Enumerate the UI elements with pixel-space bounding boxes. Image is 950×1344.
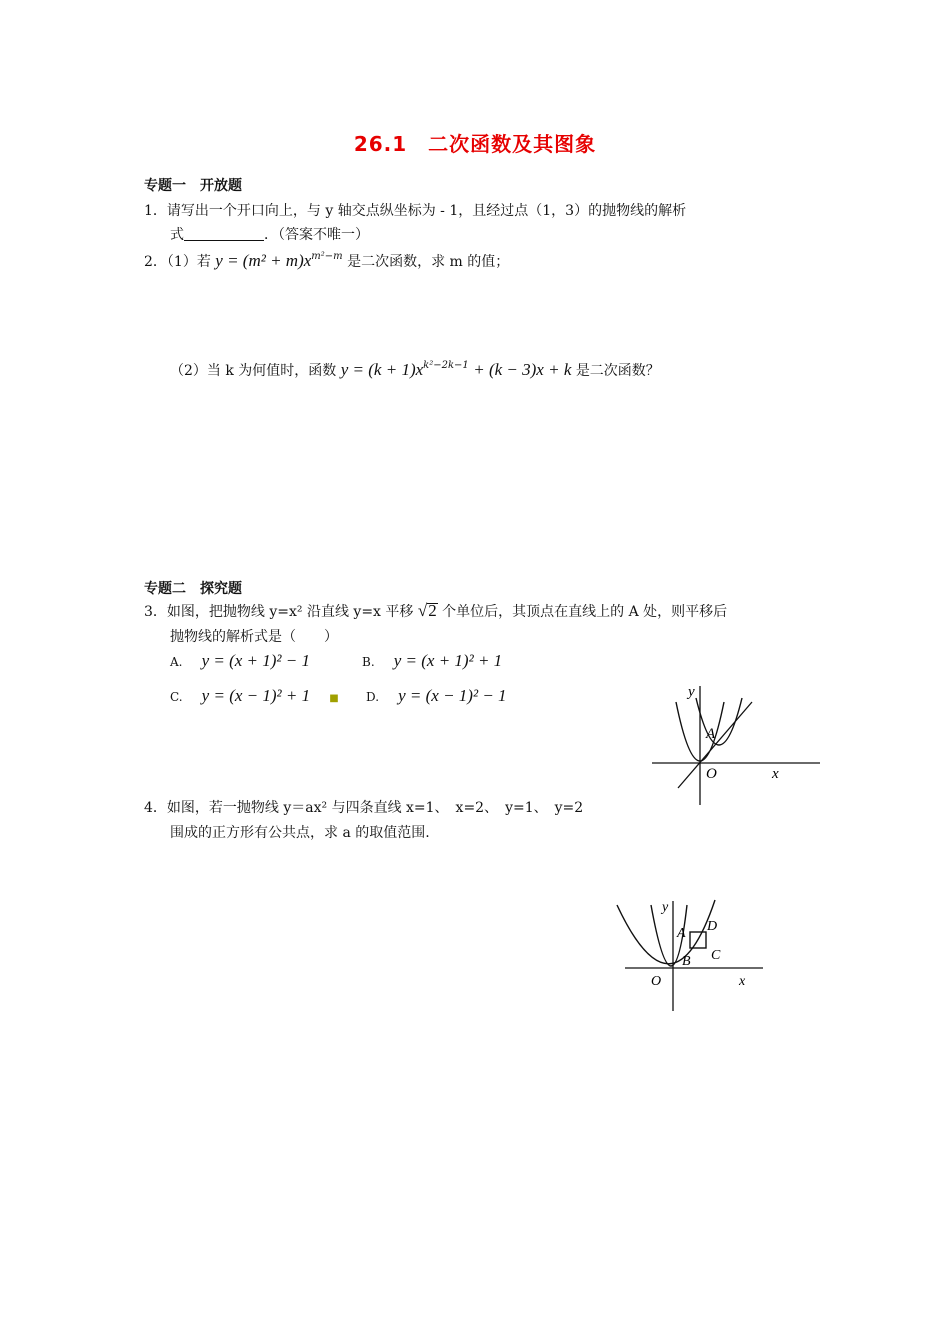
option-c-label: C. [170, 690, 183, 704]
option-a[interactable] [170, 651, 310, 671]
option-b-label: B. [362, 655, 375, 669]
option-a-label: A. [170, 655, 183, 669]
fig2-point-d-label: D [707, 919, 718, 934]
section-open-questions: 专题一 开放题 [144, 178, 242, 194]
question-4-line-2: 围成的正方形有公共点，求 a 的取值范围. [170, 825, 430, 841]
option-c-formula: y = (x − 1)² + 1 [201, 686, 311, 705]
fig2-point-b-label: B [682, 954, 691, 969]
question-1-line-1: 1．请写出一个开口向上，与 y 轴交点纵坐标为 - 1，且经过点（1，3）的抛物线的解析 [144, 203, 687, 219]
option-c[interactable] [170, 686, 339, 706]
fig2-origin-label: O [651, 974, 662, 989]
option-b-formula: y = (x + 1)² + 1 [393, 651, 503, 670]
question-2-part-2-prefix: （2）当 k 为何值时，函数 [170, 363, 337, 379]
answer-blank[interactable] [184, 227, 264, 241]
option-d-label: D. [366, 690, 380, 704]
question-3-line-1 [144, 601, 727, 621]
question-3-prefix: 3．如图，把抛物线 y=x² 沿直线 y=x 平移 [144, 604, 414, 620]
question-2-part-2 [170, 360, 660, 380]
question-2-part-1-exponent: m²−m [311, 251, 343, 262]
question-2-part-1-suffix: 是二次函数，求 m 的值； [347, 254, 510, 270]
fig1-x-label: x [772, 766, 779, 782]
sqrt-argument: 2 [428, 601, 437, 620]
figure-parabola-square [615, 895, 775, 1015]
option-a-formula: y = (x + 1)² − 1 [201, 651, 311, 670]
fig2-x-label: x [739, 974, 746, 989]
option-d[interactable] [366, 686, 507, 706]
fig2-point-c-label: C [711, 948, 721, 963]
question-2-part-1-formula: y = (m² + m)x [215, 251, 312, 270]
question-2-part-2-formula-a: y = (k + 1)x [340, 360, 424, 379]
fig1-origin-label: O [706, 766, 717, 782]
stray-dot: ■ [329, 693, 339, 704]
question-1-suffix: ．（答案不唯一） [264, 227, 369, 243]
fig2-y-label: y [662, 900, 669, 915]
question-3-line-2: 抛物线的解析式是（ ） [170, 629, 338, 645]
fig1-point-a-label: A [706, 726, 716, 742]
option-d-formula: y = (x − 1)² − 1 [398, 686, 507, 705]
figure-parabola-translation [640, 680, 830, 810]
question-2-part-1 [144, 251, 509, 271]
question-2-part-1-prefix: 2．（1）若 [144, 254, 211, 270]
option-b[interactable] [362, 651, 502, 671]
page-title: 26.1 二次函数及其图象 [353, 132, 597, 156]
question-2-part-2-suffix: 是二次函数？ [575, 363, 660, 379]
question-1-line-2 [170, 224, 369, 244]
question-2-part-2-formula-b: + (k − 3)x + k [473, 360, 572, 379]
sqrt-expression: √2 [417, 601, 437, 620]
question-3-suffix: 个单位后，其顶点在直线上的 A 处，则平移后 [442, 604, 728, 620]
fig1-y-label: y [688, 684, 695, 700]
section-exploration-questions: 专题二 探究题 [144, 581, 242, 597]
question-2-part-2-exponent: k²−2k−1 [423, 360, 469, 371]
question-4-line-1: 4．如图，若一抛物线 y＝ax² 与四条直线 x=1、 x=2、 y=1、 y=2 [144, 800, 584, 816]
fig2-point-a-label: A [677, 926, 686, 941]
question-1-prefix: 式 [170, 227, 184, 243]
